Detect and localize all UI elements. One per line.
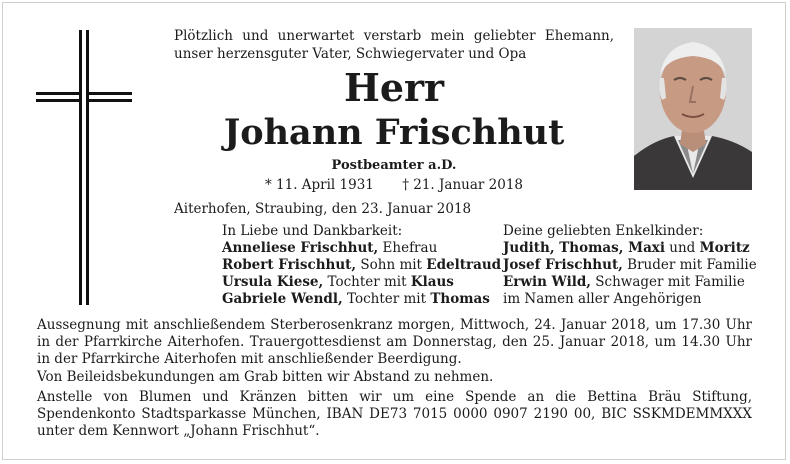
- honorific: Herr: [343, 65, 445, 110]
- list-item: Gabriele Wendl, Tochter mit Thomas: [222, 291, 490, 307]
- list-item: Deine geliebten Enkelkinder:: [503, 223, 704, 239]
- intro-text: [174, 27, 614, 63]
- mourners-right: [503, 223, 757, 308]
- list-item: In Liebe und Dankbarkeit:: [222, 223, 403, 239]
- portrait-photo: [634, 28, 752, 190]
- list-item: Judith, Thomas, Maxi und Moritz: [503, 240, 750, 256]
- life-dates: [174, 177, 614, 193]
- intro-line-2: unser herzensguter Vater, Schwiegervater und Opa: [174, 46, 527, 62]
- list-item: Josef Frischhut, Bruder mit Familie: [503, 257, 757, 273]
- donation-note: Anstelle von Blumen und Kränzen bitten wir um eine Spende an die Bettina Bräu Stiftung, Spendenkonto Stadtsparkasse München, IBAN DE73 7015 0000 0907 2190 00, BIC SSKMDEMMXXX unter dem Kennwort „Johann Frischhut“.: [37, 389, 752, 439]
- list-item: Anneliese Frischhut, Ehefrau: [222, 240, 438, 256]
- list-item: Robert Frischhut, Sohn mit Edeltraud: [222, 257, 502, 273]
- cross-icon: [36, 30, 132, 305]
- list-item: Erwin Wild, Schwager mit Familie: [503, 274, 745, 290]
- place-and-date: Aiterhofen, Straubing, den 23. Januar 2018: [174, 201, 472, 217]
- deceased-name: Johann Frischhut: [223, 112, 565, 153]
- funeral-details: Aussegnung mit anschließendem Sterberosenkranz morgen, Mittwoch, 24. Januar 2018, um 17.30 Uhr in der Pfarrkirche Aiterhofen. Trauergottesdienst am Donnerstag, den 25. Januar 2018, um 14.30 Uhr in der Pfarrkirche Aiterhofen mit anschließender Beerdigung.: [37, 317, 752, 367]
- mourners-left: [222, 223, 501, 308]
- occupation: Postbeamter a.D.: [331, 158, 457, 173]
- list-item: im Namen aller Angehörigen: [503, 291, 702, 307]
- death-date: † 21. Januar 2018: [402, 177, 524, 193]
- list-item: Ursula Kiese, Tochter mit Klaus: [222, 274, 454, 290]
- condolence-note: Von Beileidsbekundungen am Grab bitten wir Abstand zu nehmen.: [37, 369, 494, 385]
- intro-line-1: Plötzlich und unerwartet verstarb mein geliebter Ehemann,: [174, 28, 614, 44]
- birth-date: * 11. April 1931: [264, 177, 374, 193]
